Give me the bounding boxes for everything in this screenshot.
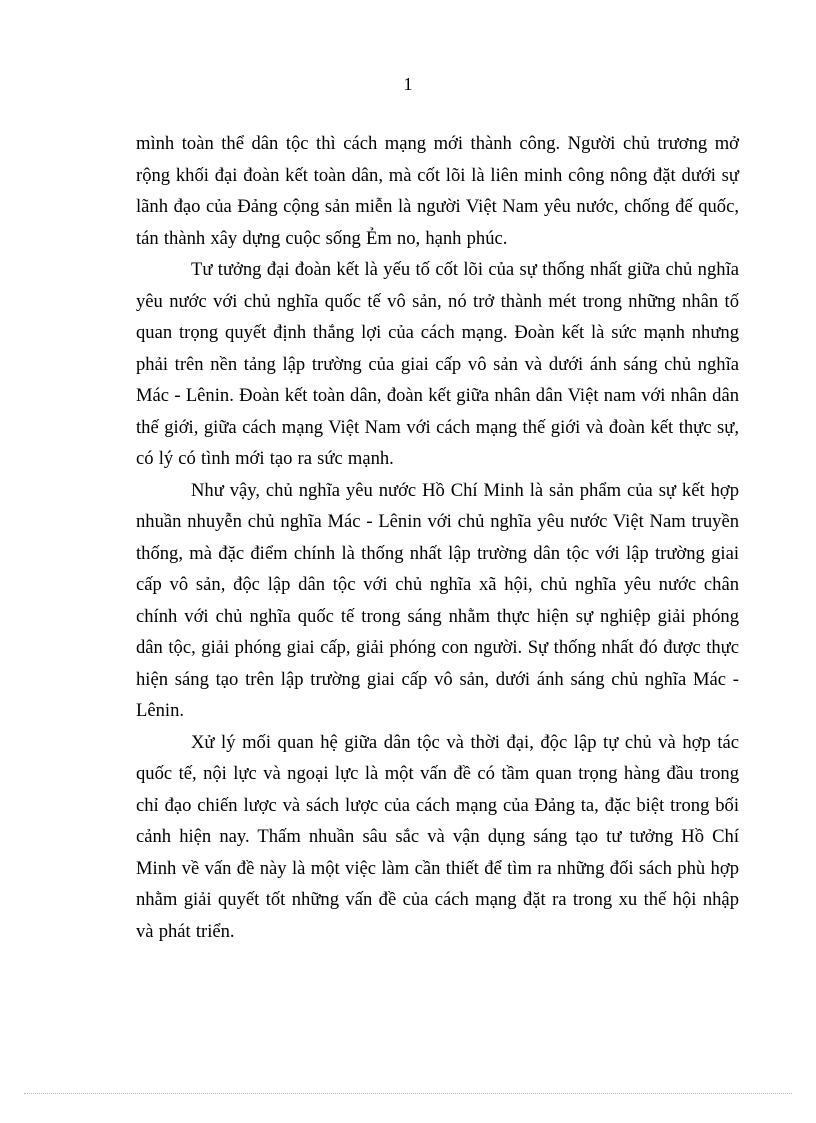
page-bottom-divider [24, 1093, 792, 1094]
paragraph: Xử lý mối quan hệ giữa dân tộc và thời đại, độc lập tự chủ và hợp tác quốc tế, nội lực và ngoại lực là một vấn đề có tầm quan trọng hàng đầu trong chỉ đạo chiến lược và sách lược của cách mạng của Đảng ta, đặc biệt trong bối cảnh hiện nay. Thấm nhuần sâu sắc và vận dụng sáng tạo tư tưởng Hồ Chí Minh về vấn đề này là một việc làm cần thiết để tìm ra những đối sách phù hợp nhằm giải quyết tốt những vấn đề của cách mạng đặt ra trong xu thế hội nhập và phát triển. [136, 731, 739, 942]
paragraph-continuation: mình toàn thể dân tộc thì cách mạng mới thành công. Người chủ trương mở rộng khối đại đoàn kết toàn dân, mà cốt lõi là liên minh công nông đặt dưới sự lãnh đạo của Đảng cộng sản miễn là người Việt Nam yêu nước, chống đế quốc, tán thành xây dựng cuộc sống Ẻm no, hạnh phúc. [136, 133, 739, 249]
paragraph: Như vậy, chủ nghĩa yêu nước Hồ Chí Minh là sản phẩm của sự kết hợp nhuần nhuyễn chủ nghĩa Mác - Lênin với chủ nghĩa yêu nước Việt Nam truyền thống, mà đặc điểm chính là thống nhất lập trường dân tộc với lập trường giai cấp vô sản, độc lập dân tộc với chủ nghĩa xã hội, chủ nghĩa yêu nước chân chính với chủ nghĩa quốc tế trong sáng nhằm thực hiện sự nghiệp giải phóng dân tộc, giải phóng giai cấp, giải phóng con người. Sự thống nhất đó được thực hiện sáng tạo trên lập trường giai cấp vô sản, dưới ánh sáng chủ nghĩa Mác - Lênin. [136, 479, 739, 721]
page-number: 1 [403, 74, 413, 94]
document-body [136, 128, 739, 947]
paragraph: Tư tưởng đại đoàn kết là yếu tố cốt lõi của sự thống nhất giữa chủ nghĩa yêu nước với chủ nghĩa quốc tế vô sản, nó trở thành mét trong những nhân tố quan trọng quyết định thắng lợi của cách mạng. Đoàn kết là sức mạnh nhưng phải trên nền tảng lập trường của giai cấp vô sản và dưới ánh sáng chủ nghĩa Mác - Lênin. Đoàn kết toàn dân, đoàn kết giữa nhân dân Việt nam với nhân dân thế giới, giữa cách mạng Việt Nam với cách mạng thế giới và đoàn kết thực sự, có lý có tình mới tạo ra sức mạnh. [136, 259, 739, 469]
